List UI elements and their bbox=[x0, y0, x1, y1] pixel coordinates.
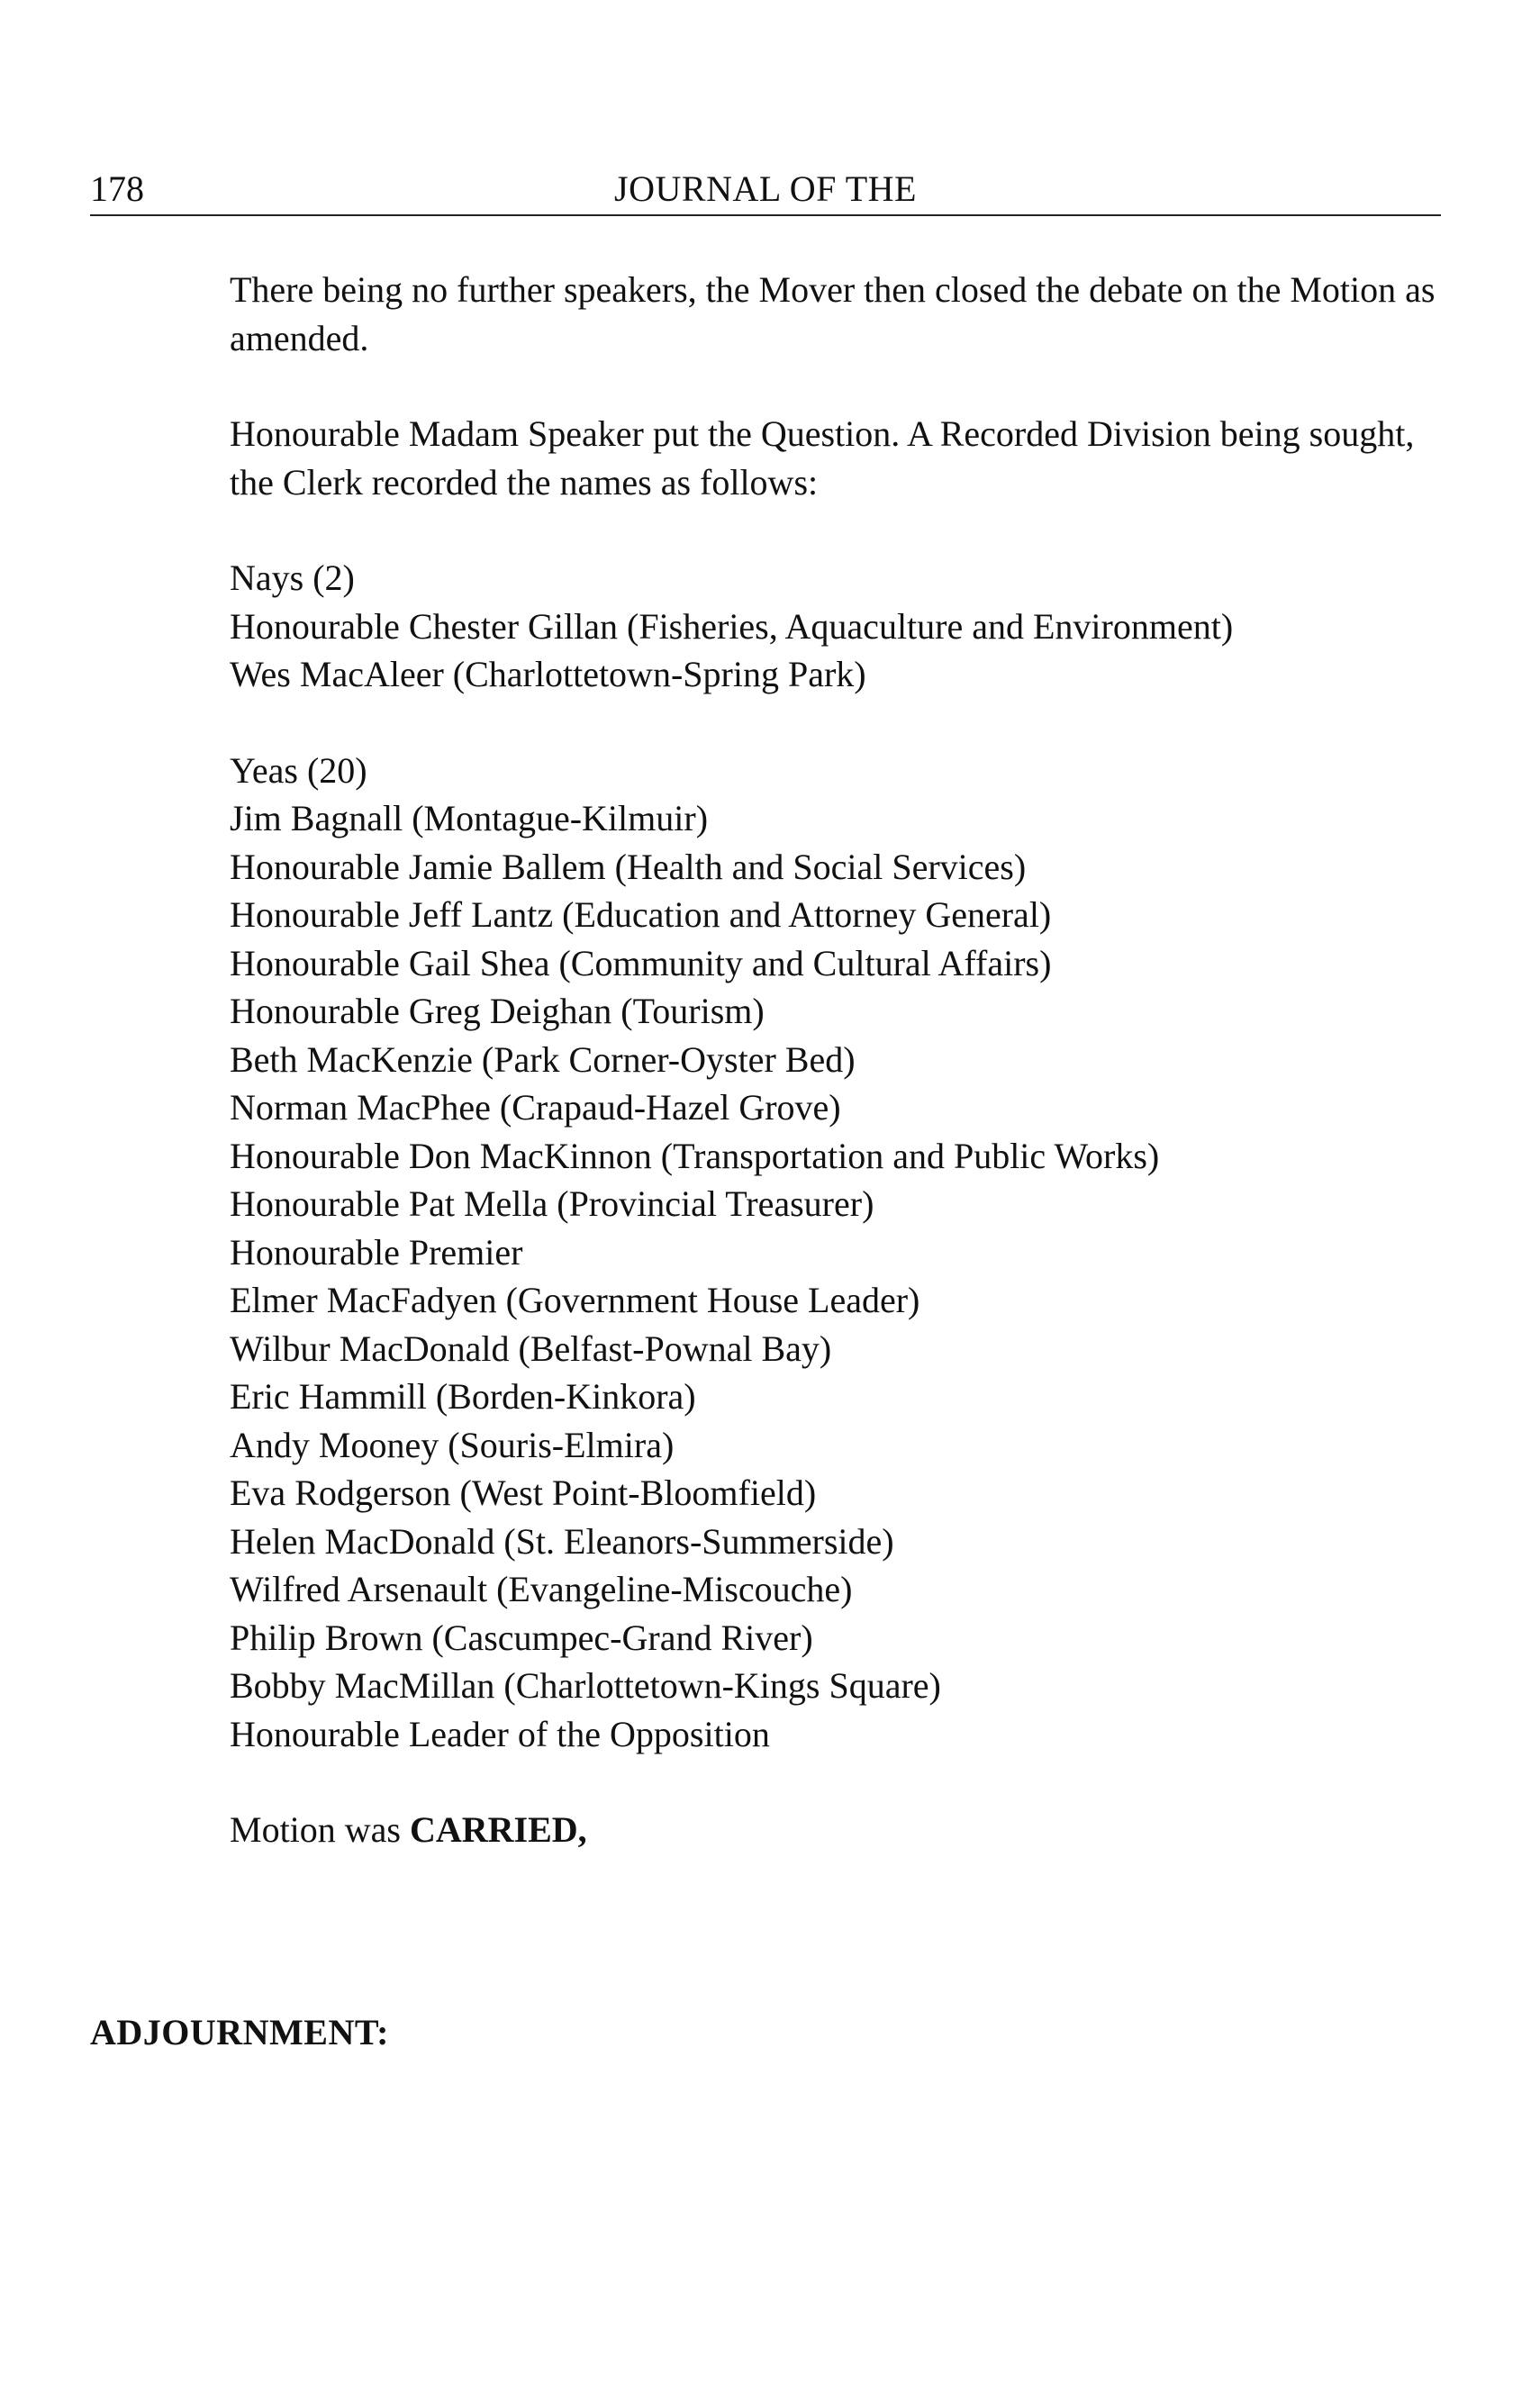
list-item: Wilfred Arsenault (Evangeline-Miscouche) bbox=[230, 1569, 853, 1609]
list-item: Beth MacKenzie (Park Corner-Oyster Bed) bbox=[230, 1038, 856, 1080]
list-item: Philip Brown (Cascumpec-Grand River) bbox=[230, 1617, 813, 1658]
motion-result bbox=[230, 1806, 1441, 1854]
list-item: Eva Rodgerson (West Point-Bloomfield) bbox=[230, 1472, 817, 1513]
list-item: Honourable Pat Mella (Provincial Treasurer) bbox=[230, 1183, 874, 1224]
list-item: Honourable Jamie Ballem (Health and Social Services) bbox=[230, 846, 1027, 887]
page-number: 178 bbox=[90, 168, 144, 209]
section-heading-adjournment: ADJOURNMENT: bbox=[90, 2012, 389, 2052]
list-item: Jim Bagnall (Montague-Kilmuir) bbox=[230, 798, 709, 838]
debate-close-paragraph: There being no further speakers, the Mover then closed the debate on the Motion as amended. bbox=[230, 269, 1436, 358]
yeas-heading: Yeas (20) bbox=[230, 749, 367, 791]
list-item: Wilbur MacDonald (Belfast-Pownal Bay) bbox=[230, 1327, 832, 1369]
page-header bbox=[90, 164, 1441, 216]
list-item: Honourable Don MacKinnon (Transportation and Public Works) bbox=[230, 1135, 1160, 1176]
list-item: Honourable Chester Gillan (Fisheries, Aquaculture and Environment) bbox=[230, 605, 1234, 647]
list-item: Elmer MacFadyen (Government House Leader) bbox=[230, 1280, 920, 1320]
list-item: Eric Hammill (Borden-Kinkora) bbox=[230, 1376, 696, 1417]
list-item: Honourable Jeff Lantz (Education and Attorney General) bbox=[230, 894, 1052, 935]
list-item: Honourable Premier bbox=[230, 1231, 523, 1273]
list-item: Wes MacAleer (Charlottetown-Spring Park) bbox=[230, 654, 866, 694]
list-item: Honourable Greg Deighan (Tourism) bbox=[230, 991, 765, 1031]
motion-result-prefix: Motion was bbox=[230, 1809, 410, 1850]
running-head: JOURNAL OF THE bbox=[614, 168, 917, 209]
list-item: Andy Mooney (Souris-Elmira) bbox=[230, 1424, 675, 1465]
list-item: Helen MacDonald (St. Eleanors-Summerside) bbox=[230, 1520, 894, 1562]
nays-list bbox=[230, 603, 1441, 699]
list-item: Norman MacPhee (Crapaud-Hazel Grove) bbox=[230, 1087, 841, 1128]
journal-body bbox=[230, 266, 1441, 1854]
list-item: Bobby MacMillan (Charlottetown-Kings Square) bbox=[230, 1665, 941, 1706]
yeas-list bbox=[230, 794, 1441, 1758]
question-put-paragraph: Honourable Madam Speaker put the Question. A Recorded Division being sought, the Clerk recorded the names as follows: bbox=[230, 413, 1415, 503]
list-item: Honourable Leader of the Opposition bbox=[230, 1713, 770, 1754]
nays-heading: Nays (2) bbox=[230, 557, 355, 598]
motion-result-outcome: CARRIED, bbox=[410, 1809, 587, 1850]
list-item: Honourable Gail Shea (Community and Cultural Affairs) bbox=[230, 942, 1052, 983]
